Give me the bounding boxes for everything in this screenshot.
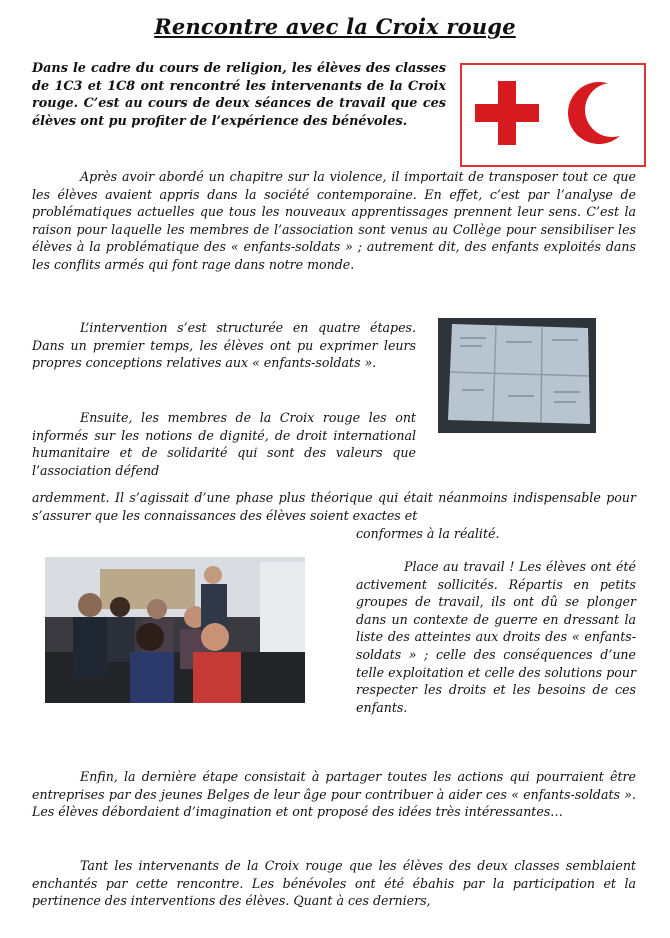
- red-cross-logo: [460, 63, 646, 167]
- paragraph-actions: Enfin, la dernière étape consistait à partager toutes les actions qui pourraient être entreprises par des jeunes Belges de leur âge pour contribuer à aider ces « enfants-soldats ». Les élèves débordaient d’imagination et ont proposé des idées très intéressantes…: [32, 769, 636, 820]
- photo-students-group: [45, 557, 305, 703]
- paragraph-information-end: conformes à la réalité.: [356, 526, 500, 541]
- paragraph-context: Après avoir abordé un chapitre sur la violence, il importait de transposer tout ce que les élèves avaient appris dans la société contemporaine. En effet, c’est par l’analyse de problématiques actuelles que tous les nouveaux apprentissages prennent leur sens. C’est la raison pour laquelle les membres de l’association sont venus au Collège pour sensibiliser les élèves à la problématique des « enfants-soldats » ; autrement dit, des enfants exploités dans les conflits armés qui font rage dans notre monde.: [32, 169, 636, 272]
- paragraph-structure: L’intervention s’est structurée en quatre étapes. Dans un premier temps, les élèves ont pu exprimer leurs propres conceptions relatives aux « enfants-soldats ».: [32, 320, 416, 371]
- photo-poster-sheets: [438, 318, 596, 433]
- paragraph-conclusion: Tant les intervenants de la Croix rouge que les élèves des deux classes semblaient enchantés par cette rencontre. Les bénévoles ont été ébahis par la participation et la pertinence des interventions des élèves. Quant à ces derniers,: [32, 858, 636, 909]
- paragraph-workshop: Place au travail ! Les élèves ont été activement sollicités. Répartis en petits groupes de travail, ils ont dû se plonger dans un contexte de guerre en dressant la liste des atteintes aux droits des « enfants-soldats » ; celle des conséquences d’une telle exploitation et celle des solutions pour respecter les droits et les besoins de ces enfants.: [356, 559, 636, 715]
- page-title: Rencontre avec la Croix rouge: [154, 14, 516, 39]
- paragraph-information-continued: ardemment. Il s’agissait d’une phase plus théorique qui était néanmoins indispensable pour s’assurer que les connaissances des élèves soient exactes et: [32, 490, 636, 523]
- intro-paragraph: Dans le cadre du cours de religion, les élèves des classes de 1C3 et 1C8 ont rencontré les intervenants de la Croix rouge. C’est au cours de deux séances de travail que ces élèves ont pu profiter de l’expérience des bénévoles.: [32, 61, 446, 129]
- red-cross-crescent-icon: [462, 65, 644, 165]
- paragraph-information: Ensuite, les membres de la Croix rouge les ont informés sur les notions de dignité, de droit international humanitaire et de solidarité qui sont des valeurs que l’association défend: [32, 410, 416, 478]
